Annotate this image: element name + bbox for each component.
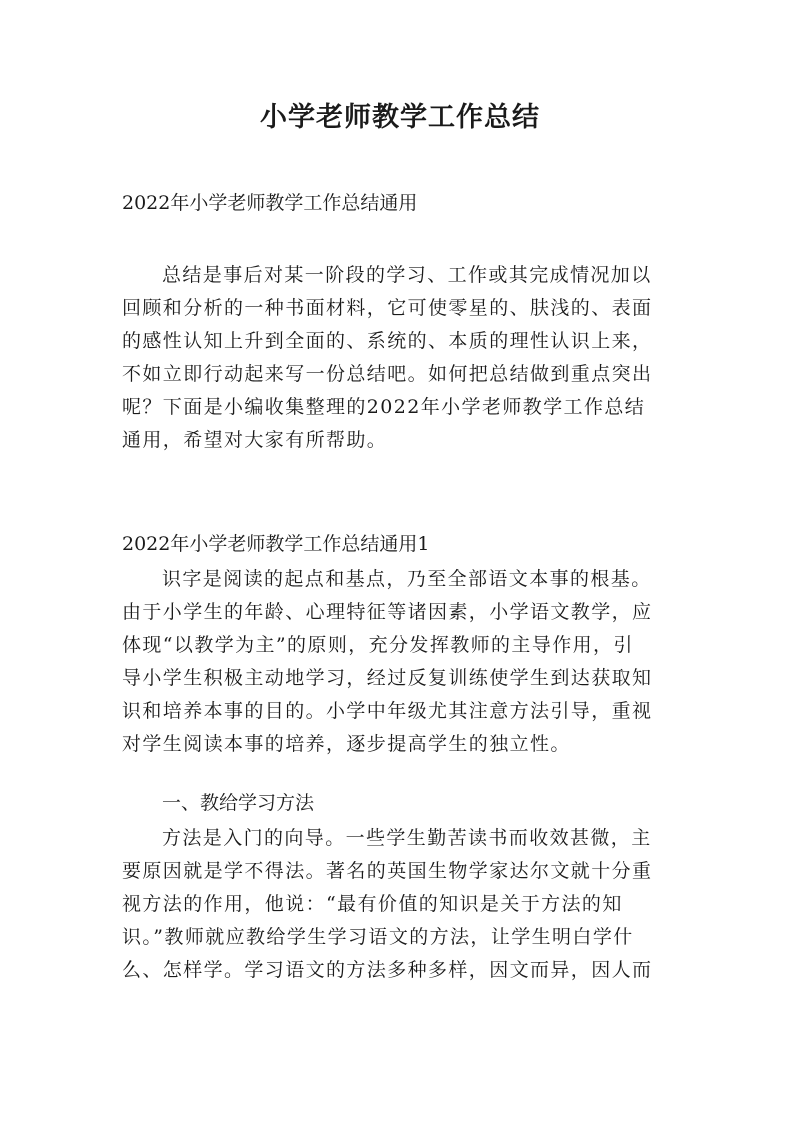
intro-line: 呢？下面是小编收集整理的2022年小学老师教学工作总结 bbox=[122, 396, 646, 418]
section1-line: 由于小学生的年龄、心理特征等诸因素，小学语文教学，应 bbox=[122, 601, 653, 623]
intro-line: 不如立即行动起来写一份总结吧。如何把总结做到重点突出 bbox=[122, 363, 653, 385]
intro-line: 的感性认知上升到全面的、系统的、本质的理性认识上来， bbox=[122, 330, 653, 352]
intro-line: 回顾和分析的一种书面材料，它可使零星的、肤浅的、表面 bbox=[122, 297, 653, 319]
section2-line: 么、怎样学。学习语文的方法多种多样，因文而异，因人而 bbox=[122, 959, 653, 981]
section2-line: 方法是入门的向导。一些学生勤苦读书而收效甚微，主 bbox=[162, 827, 652, 849]
section1-line: 导小学生积极主动地学习，经过反复训练使学生到达获取知 bbox=[122, 667, 653, 689]
section2-paragraph bbox=[122, 822, 682, 987]
section1-paragraph bbox=[122, 563, 682, 761]
section-heading: 2022年小学老师教学工作总结通用1 bbox=[122, 533, 430, 555]
intro-line: 总结是事后对某一阶段的学习、工作或其完成情况加以 bbox=[162, 264, 652, 286]
intro-line: 通用，希望对大家有所帮助。 bbox=[122, 429, 388, 451]
section1-line: 识和培养本事的目的。小学中年级尤其注意方法引导，重视 bbox=[122, 700, 653, 722]
document-title: 小学老师教学工作总结 bbox=[260, 102, 540, 133]
section2-line: 要原因就是学不得法。著名的英国生物学家达尔文就十分重 bbox=[122, 860, 653, 882]
intro-paragraph bbox=[122, 259, 682, 457]
subheading: 一、教给学习方法 bbox=[162, 792, 315, 814]
document-subtitle: 2022年小学老师教学工作总结通用 bbox=[122, 192, 418, 214]
section1-line: 体现“以教学为主”的原则，充分发挥教师的主导作用，引 bbox=[122, 634, 634, 656]
section2-line: 识。”教师就应教给学生学习语文的方法，让学生明白学什 bbox=[122, 926, 634, 948]
section2-line: 视方法的作用，他说：“最有价值的知识是关于方法的知 bbox=[122, 893, 623, 915]
section1-line: 对学生阅读本事的培养，逐步提高学生的独立性。 bbox=[122, 733, 571, 755]
section1-line: 识字是阅读的起点和基点，乃至全部语文本事的根基。 bbox=[162, 568, 652, 590]
